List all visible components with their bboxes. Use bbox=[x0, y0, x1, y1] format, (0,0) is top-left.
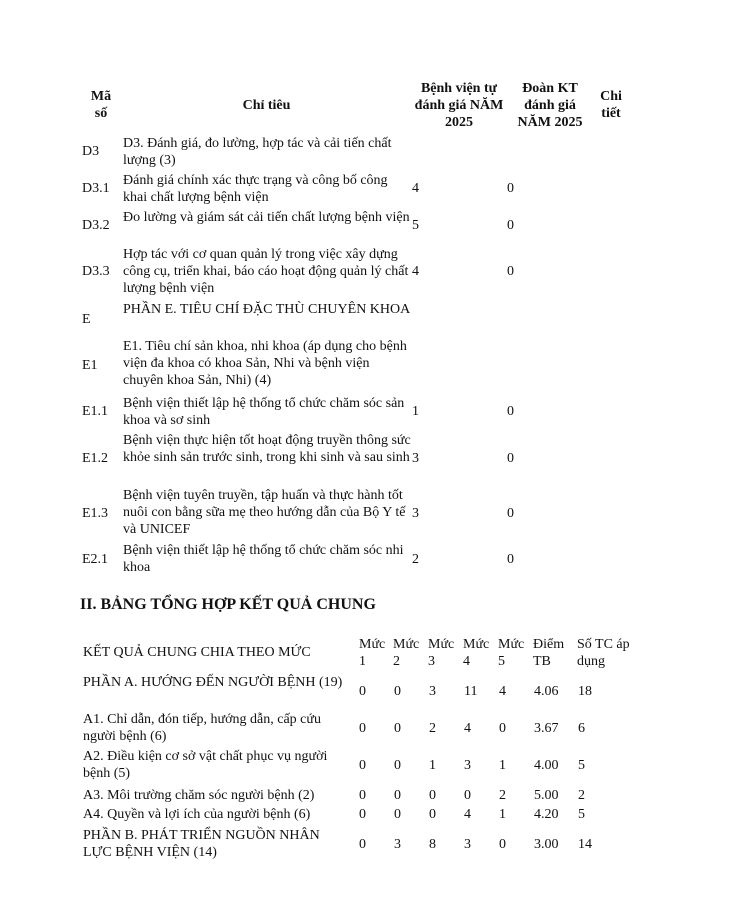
row-team-score: 0 bbox=[507, 181, 514, 196]
summary-row-m4: 4 bbox=[464, 721, 471, 736]
table-row bbox=[82, 172, 622, 206]
summary-row-m4: 11 bbox=[464, 684, 478, 699]
header-detail: Chi tiết bbox=[600, 89, 622, 121]
table-row bbox=[82, 135, 622, 169]
summary-row-m3: 8 bbox=[429, 837, 436, 852]
row-code: E1.2 bbox=[82, 451, 109, 466]
row-code: D3.1 bbox=[82, 181, 110, 196]
row-criteria: Hợp tác với cơ quan quản lý trong việc xây dựng công cụ, triển khai, báo cáo hoạt động quản lý chất lượng bệnh viện bbox=[123, 247, 409, 296]
summary-row-m5: 1 bbox=[499, 758, 506, 773]
summary-row-label: A2. Điều kiện cơ sở vật chất phục vụ người bệnh (5) bbox=[83, 749, 328, 781]
header-code: Mã số bbox=[90, 89, 112, 121]
summary-row-label: PHẦN A. HƯỚNG ĐẾN NGƯỜI BỆNH (19) bbox=[83, 675, 343, 690]
summary-header-m2: Mức 2 bbox=[393, 637, 420, 669]
row-criteria: D3. Đánh giá, đo lường, hợp tác và cải tiến chất lượng (3) bbox=[123, 136, 392, 168]
table-row bbox=[82, 487, 622, 539]
summary-row-count: 2 bbox=[578, 788, 585, 803]
summary-row-label: A4. Quyền và lợi ích của người bệnh (6) bbox=[83, 807, 311, 822]
row-team-score: 0 bbox=[507, 264, 514, 279]
summary-row-count: 6 bbox=[578, 721, 585, 736]
summary-header-m3: Mức 3 bbox=[428, 637, 455, 669]
row-team-score: 0 bbox=[507, 506, 514, 521]
row-criteria: PHẦN E. TIÊU CHÍ ĐẶC THÙ CHUYÊN KHOA bbox=[123, 302, 411, 317]
row-team-score: 0 bbox=[507, 218, 514, 233]
row-code: D3.3 bbox=[82, 264, 110, 279]
summary-row-m2: 0 bbox=[394, 807, 401, 822]
summary-row-m1: 0 bbox=[359, 837, 366, 852]
summary-row-m1: 0 bbox=[359, 721, 366, 736]
row-criteria: Đo lường và giám sát cải tiến chất lượng bệnh viện bbox=[123, 210, 410, 225]
summary-row-m3: 0 bbox=[429, 807, 436, 822]
header-criteria: Chỉ tiêu bbox=[242, 98, 291, 113]
table-row bbox=[82, 246, 622, 298]
row-self-score: 2 bbox=[412, 552, 419, 567]
summary-row-m4: 4 bbox=[464, 807, 471, 822]
summary-row-label: A1. Chỉ dẫn, đón tiếp, hướng dẫn, cấp cứu người bệnh (6) bbox=[83, 712, 321, 744]
summary-row-m5: 0 bbox=[499, 721, 506, 736]
summary-row-label: A3. Môi trường chăm sóc người bệnh (2) bbox=[83, 788, 315, 803]
summary-header-count: Số TC áp dụng bbox=[577, 637, 630, 669]
summary-row-m3: 1 bbox=[429, 758, 436, 773]
row-self-score: 5 bbox=[412, 218, 419, 233]
summary-header-average: Điểm TB bbox=[533, 637, 565, 669]
summary-row-m4: 3 bbox=[464, 758, 471, 773]
table-row bbox=[82, 209, 622, 243]
summary-row-m2: 0 bbox=[394, 788, 401, 803]
summary-row bbox=[83, 748, 643, 782]
summary-row-m2: 0 bbox=[394, 684, 401, 699]
summary-row-label: PHẦN B. PHÁT TRIỂN NGUỒN NHÂN LỰC BỆNH VIỆN (14) bbox=[83, 828, 320, 860]
summary-row-average: 3.67 bbox=[534, 721, 559, 736]
summary-row-count: 5 bbox=[578, 807, 585, 822]
summary-row-m1: 0 bbox=[359, 807, 366, 822]
row-criteria: Đánh giá chính xác thực trạng và công bố công khai chất lượng bệnh viện bbox=[123, 173, 388, 205]
summary-row-m1: 0 bbox=[359, 788, 366, 803]
summary-header-m4: Mức 4 bbox=[463, 637, 490, 669]
summary-row-m5: 1 bbox=[499, 807, 506, 822]
row-self-score: 4 bbox=[412, 181, 419, 196]
summary-row-average: 5.00 bbox=[534, 788, 559, 803]
table-row bbox=[82, 301, 622, 335]
summary-row-m5: 4 bbox=[499, 684, 506, 699]
summary-row-m1: 0 bbox=[359, 684, 366, 699]
row-team-score: 0 bbox=[507, 552, 514, 567]
summary-row-m2: 0 bbox=[394, 758, 401, 773]
row-criteria: Bệnh viện thiết lập hệ thống tổ chức chăm sóc nhi khoa bbox=[123, 543, 404, 575]
summary-row-m2: 3 bbox=[394, 837, 401, 852]
summary-header-m1: Mức 1 bbox=[359, 637, 386, 669]
summary-row-average: 4.20 bbox=[534, 807, 559, 822]
table-row bbox=[82, 542, 622, 576]
row-self-score: 3 bbox=[412, 506, 419, 521]
summary-header-label: KẾT QUẢ CHUNG CHIA THEO MỨC bbox=[83, 645, 311, 660]
summary-row-average: 4.06 bbox=[534, 684, 559, 699]
summary-row-m1: 0 bbox=[359, 758, 366, 773]
table-row bbox=[82, 338, 622, 390]
summary-row-count: 14 bbox=[578, 837, 592, 852]
row-code: D3.2 bbox=[82, 218, 110, 233]
row-self-score: 1 bbox=[412, 404, 419, 419]
header-team-assessment: Đoàn KT đánh giá NĂM 2025 bbox=[517, 81, 583, 130]
row-code: E1 bbox=[82, 358, 98, 373]
summary-row-average: 4.00 bbox=[534, 758, 559, 773]
summary-row-m4: 3 bbox=[464, 837, 471, 852]
row-code: D3 bbox=[82, 144, 100, 159]
row-team-score: 0 bbox=[507, 404, 514, 419]
summary-row-m5: 2 bbox=[499, 788, 506, 803]
row-criteria: E1. Tiêu chí sản khoa, nhi khoa (áp dụng cho bệnh viện đa khoa có khoa Sản, Nhi và bệnh viện chuyên khoa Sản, Nhi) (4) bbox=[123, 339, 407, 388]
row-self-score: 3 bbox=[412, 451, 419, 466]
summary-header-m5: Mức 5 bbox=[498, 637, 525, 669]
row-code: E1.1 bbox=[82, 404, 109, 419]
row-self-score: 4 bbox=[412, 264, 419, 279]
summary-row-m3: 2 bbox=[429, 721, 436, 736]
summary-row-count: 5 bbox=[578, 758, 585, 773]
summary-row bbox=[83, 806, 643, 823]
summary-row-m3: 3 bbox=[429, 684, 436, 699]
row-team-score: 0 bbox=[507, 451, 514, 466]
summary-row bbox=[83, 827, 643, 861]
summary-row-average: 3.00 bbox=[534, 837, 559, 852]
summary-row bbox=[83, 674, 643, 708]
row-criteria: Bệnh viện tuyên truyền, tập huấn và thực hành tốt nuôi con bằng sữa mẹ theo hướng dẫn của Bộ Y tế và UNICEF bbox=[123, 488, 406, 537]
table-row bbox=[82, 432, 622, 484]
row-code: E2.1 bbox=[82, 552, 109, 567]
summary-row bbox=[83, 711, 643, 745]
summary-row-m5: 0 bbox=[499, 837, 506, 852]
summary-row bbox=[83, 787, 643, 804]
summary-row-count: 18 bbox=[578, 684, 592, 699]
summary-row-m3: 0 bbox=[429, 788, 436, 803]
summary-row-m4: 0 bbox=[464, 788, 471, 803]
summary-row-m2: 0 bbox=[394, 721, 401, 736]
row-code: E bbox=[82, 312, 91, 327]
table-row bbox=[82, 395, 622, 429]
row-code: E1.3 bbox=[82, 506, 109, 521]
header-self-assessment: Bệnh viện tự đánh giá NĂM 2025 bbox=[414, 81, 504, 130]
row-criteria: Bệnh viện thực hiện tốt hoạt động truyền thông sức khỏe sinh sản trước sinh, trong khi sinh và sau sinh bbox=[123, 433, 411, 465]
row-criteria: Bệnh viện thiết lập hệ thống tổ chức chăm sóc sản khoa và sơ sinh bbox=[123, 396, 405, 428]
section-title: II. BẢNG TỔNG HỢP KẾT QUẢ CHUNG bbox=[80, 596, 376, 613]
